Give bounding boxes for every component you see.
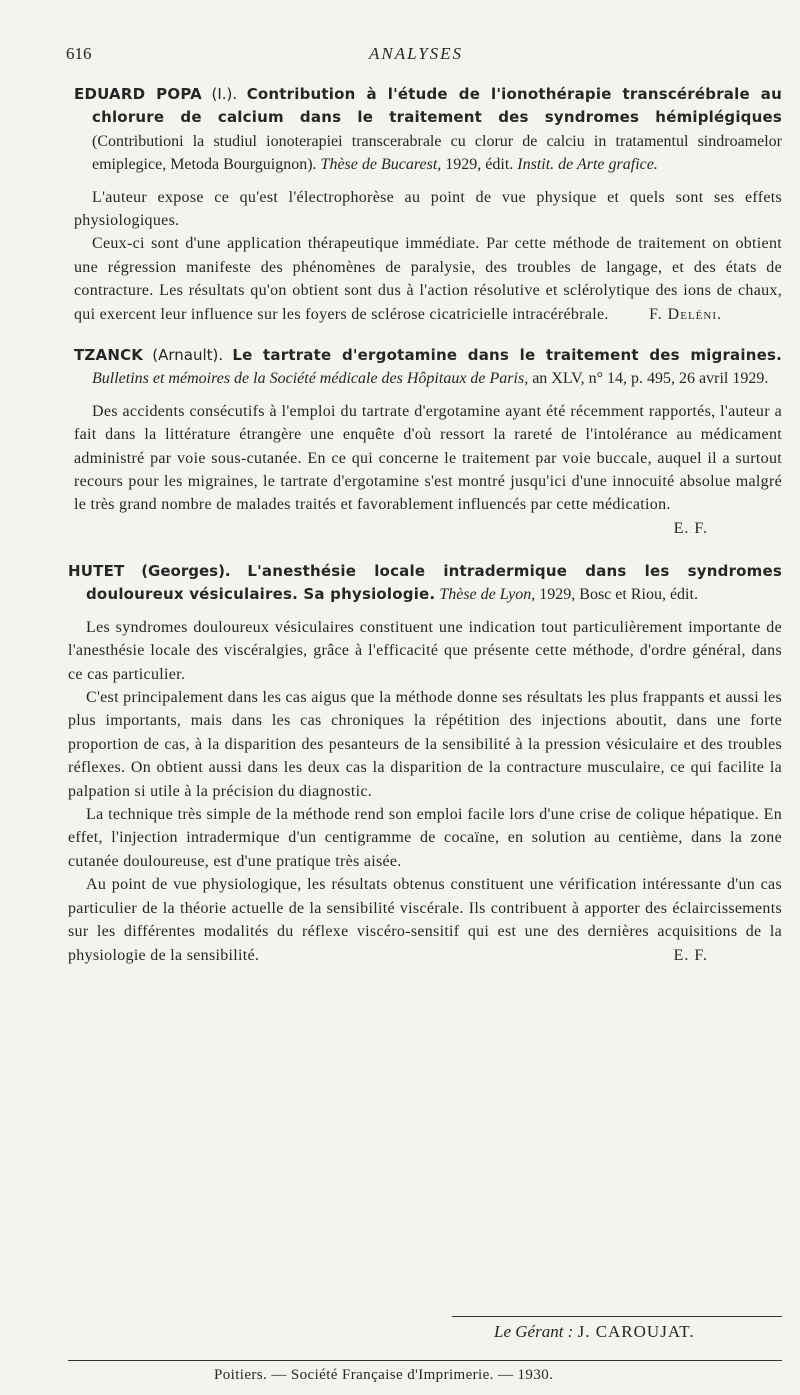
review-signature: F. Deléni. [649, 305, 722, 323]
page-header [66, 44, 766, 68]
review-author-given: (I.). [211, 85, 238, 103]
review-publisher: Instit. de Arte grafice. [517, 156, 658, 174]
review-author-given: (Arnault). [152, 346, 224, 364]
review-original-title: (Contributioni la studiul ionoterapiei transcerabrale cu clorur de calciu in tratamentul sindroamelor emiplegice, Metoda Bourguignon). [92, 132, 782, 174]
review-paragraph: Au point de vue physiologique, les résultats obtenus constituent une vérification intéressante d'un cas particulier de la théorie actuelle de la sensibilité viscérale. Ils contribuent à apporter des éclaircissements sur les différentes modalités du réflexe viscéro-sensitif qui est une des dernières acquisitions de la physiologie de la sensibilité. E. F. [68, 873, 782, 967]
gerant-label: Le Gérant : [494, 1322, 574, 1341]
review-popa [74, 83, 782, 326]
review-details: 1929, Bosc et Riou, édit. [539, 586, 698, 604]
review-heading [74, 83, 782, 177]
running-title: ANALYSES [368, 44, 464, 63]
review-paragraph: L'auteur expose ce qu'est l'électrophorèse au point de vue physique et quels sont ses effets physiologiques. [74, 188, 782, 230]
review-author: EDUARD POPA [74, 85, 202, 103]
review-paragraph: Les syndromes douloureux vésiculaires constituent une indication tout particulièrement importante de l'anesthésie locale des viscéralgies, grâce à l'efficacité que présente cette méthode, d'ordre général, dans ce cas particulier. [68, 618, 782, 683]
review-tzanck [74, 344, 782, 540]
review-paragraph: La technique très simple de la méthode rend son emploi facile lors d'une crise de colique hépatique. En effet, l'injection intradermique d'un centigramme de cocaïne, en solution au centième, dans la zone cutanée douloureuse, est d'une pratique très aisée. [68, 806, 782, 870]
gerant-rule [452, 1316, 782, 1317]
review-heading [68, 560, 782, 607]
review-details: an XLV, n° 14, p. 495, 26 avril 1929. [532, 370, 769, 388]
review-paragraph: Ceux-ci sont d'une application thérapeutique immédiate. Par cette méthode de traitement on obtient une régression manifeste des phénomènes de paralysie, des troubles de langage, et des états de contracture. Les résultats qu'on obtient sont dus à l'action résolutive et sclérolytique des ions de chaux, qui exercent leur influence sur les foyers de sclérose cicatricielle intracérébrale. F. Deléni. [74, 232, 782, 326]
gerant-line [494, 1322, 695, 1342]
page-number: 616 [66, 44, 92, 63]
review-source: Thèse de Lyon, [439, 586, 536, 604]
review-title: Le tartrate d'ergotamine dans le traitement des migraines. [232, 346, 782, 364]
printer-footer: Poitiers. — Société Française d'Imprimerie. — 1930. [214, 1367, 554, 1383]
review-paragraph: C'est principalement dans les cas aigus que la méthode donne ses résultats les plus frappants et aussi les plus importants, mais dans les cas chroniques la répétition des injections aboutit, dans une forte proportion de cas, à la disparition des pesanteurs de la sensibilité à la pression vésiculaire et des troubles réflexes. On obtient aussi dans les deux cas la disparition de la contracture musculaire, ce qui facilite la palpation si utile à la précision du diagnostic. [68, 689, 782, 800]
review-source: Thèse de Bucarest, [320, 156, 442, 174]
review-signature: E. F. [673, 946, 708, 964]
review-hutet [68, 560, 782, 967]
review-signature: E. F. [673, 519, 708, 537]
review-details: 1929, édit. [445, 156, 514, 174]
review-source: Bulletins et mémoires de la Société médicale des Hôpitaux de Paris, [92, 370, 529, 388]
review-title: Contribution à l'étude de l'ionothérapie transcérébrale au chlorure de calcium dans le traitement des syndromes hémiplégiques [92, 85, 782, 127]
review-author: TZANCK [74, 346, 144, 364]
review-author-given: (Georges). [141, 562, 231, 580]
review-title: L'anesthésie locale intradermique dans les syndromes douloureux vésiculaires. Sa physiologie. [86, 562, 783, 604]
gerant-name: J. CAROUJAT. [577, 1322, 695, 1341]
review-heading [74, 344, 782, 391]
footer-rule [68, 1360, 782, 1361]
review-author: HUTET [68, 562, 125, 580]
review-paragraph: Des accidents consécutifs à l'emploi du tartrate d'ergotamine ayant été récemment rapportés, l'auteur a fait dans la littérature étrangère une enquête d'où ressort la rareté de l'intolérance au médicament administré par voie sous-cutanée. En ce qui concerne le traitement par voie buccale, auquel il a surtout recours pour les migraines, le tartrate d'ergotamine s'est montré jusqu'ici d'une innocuité absolue malgré le très grand nombre de malades traités et favorablement influencés par cette médication. E. F. [74, 400, 782, 517]
